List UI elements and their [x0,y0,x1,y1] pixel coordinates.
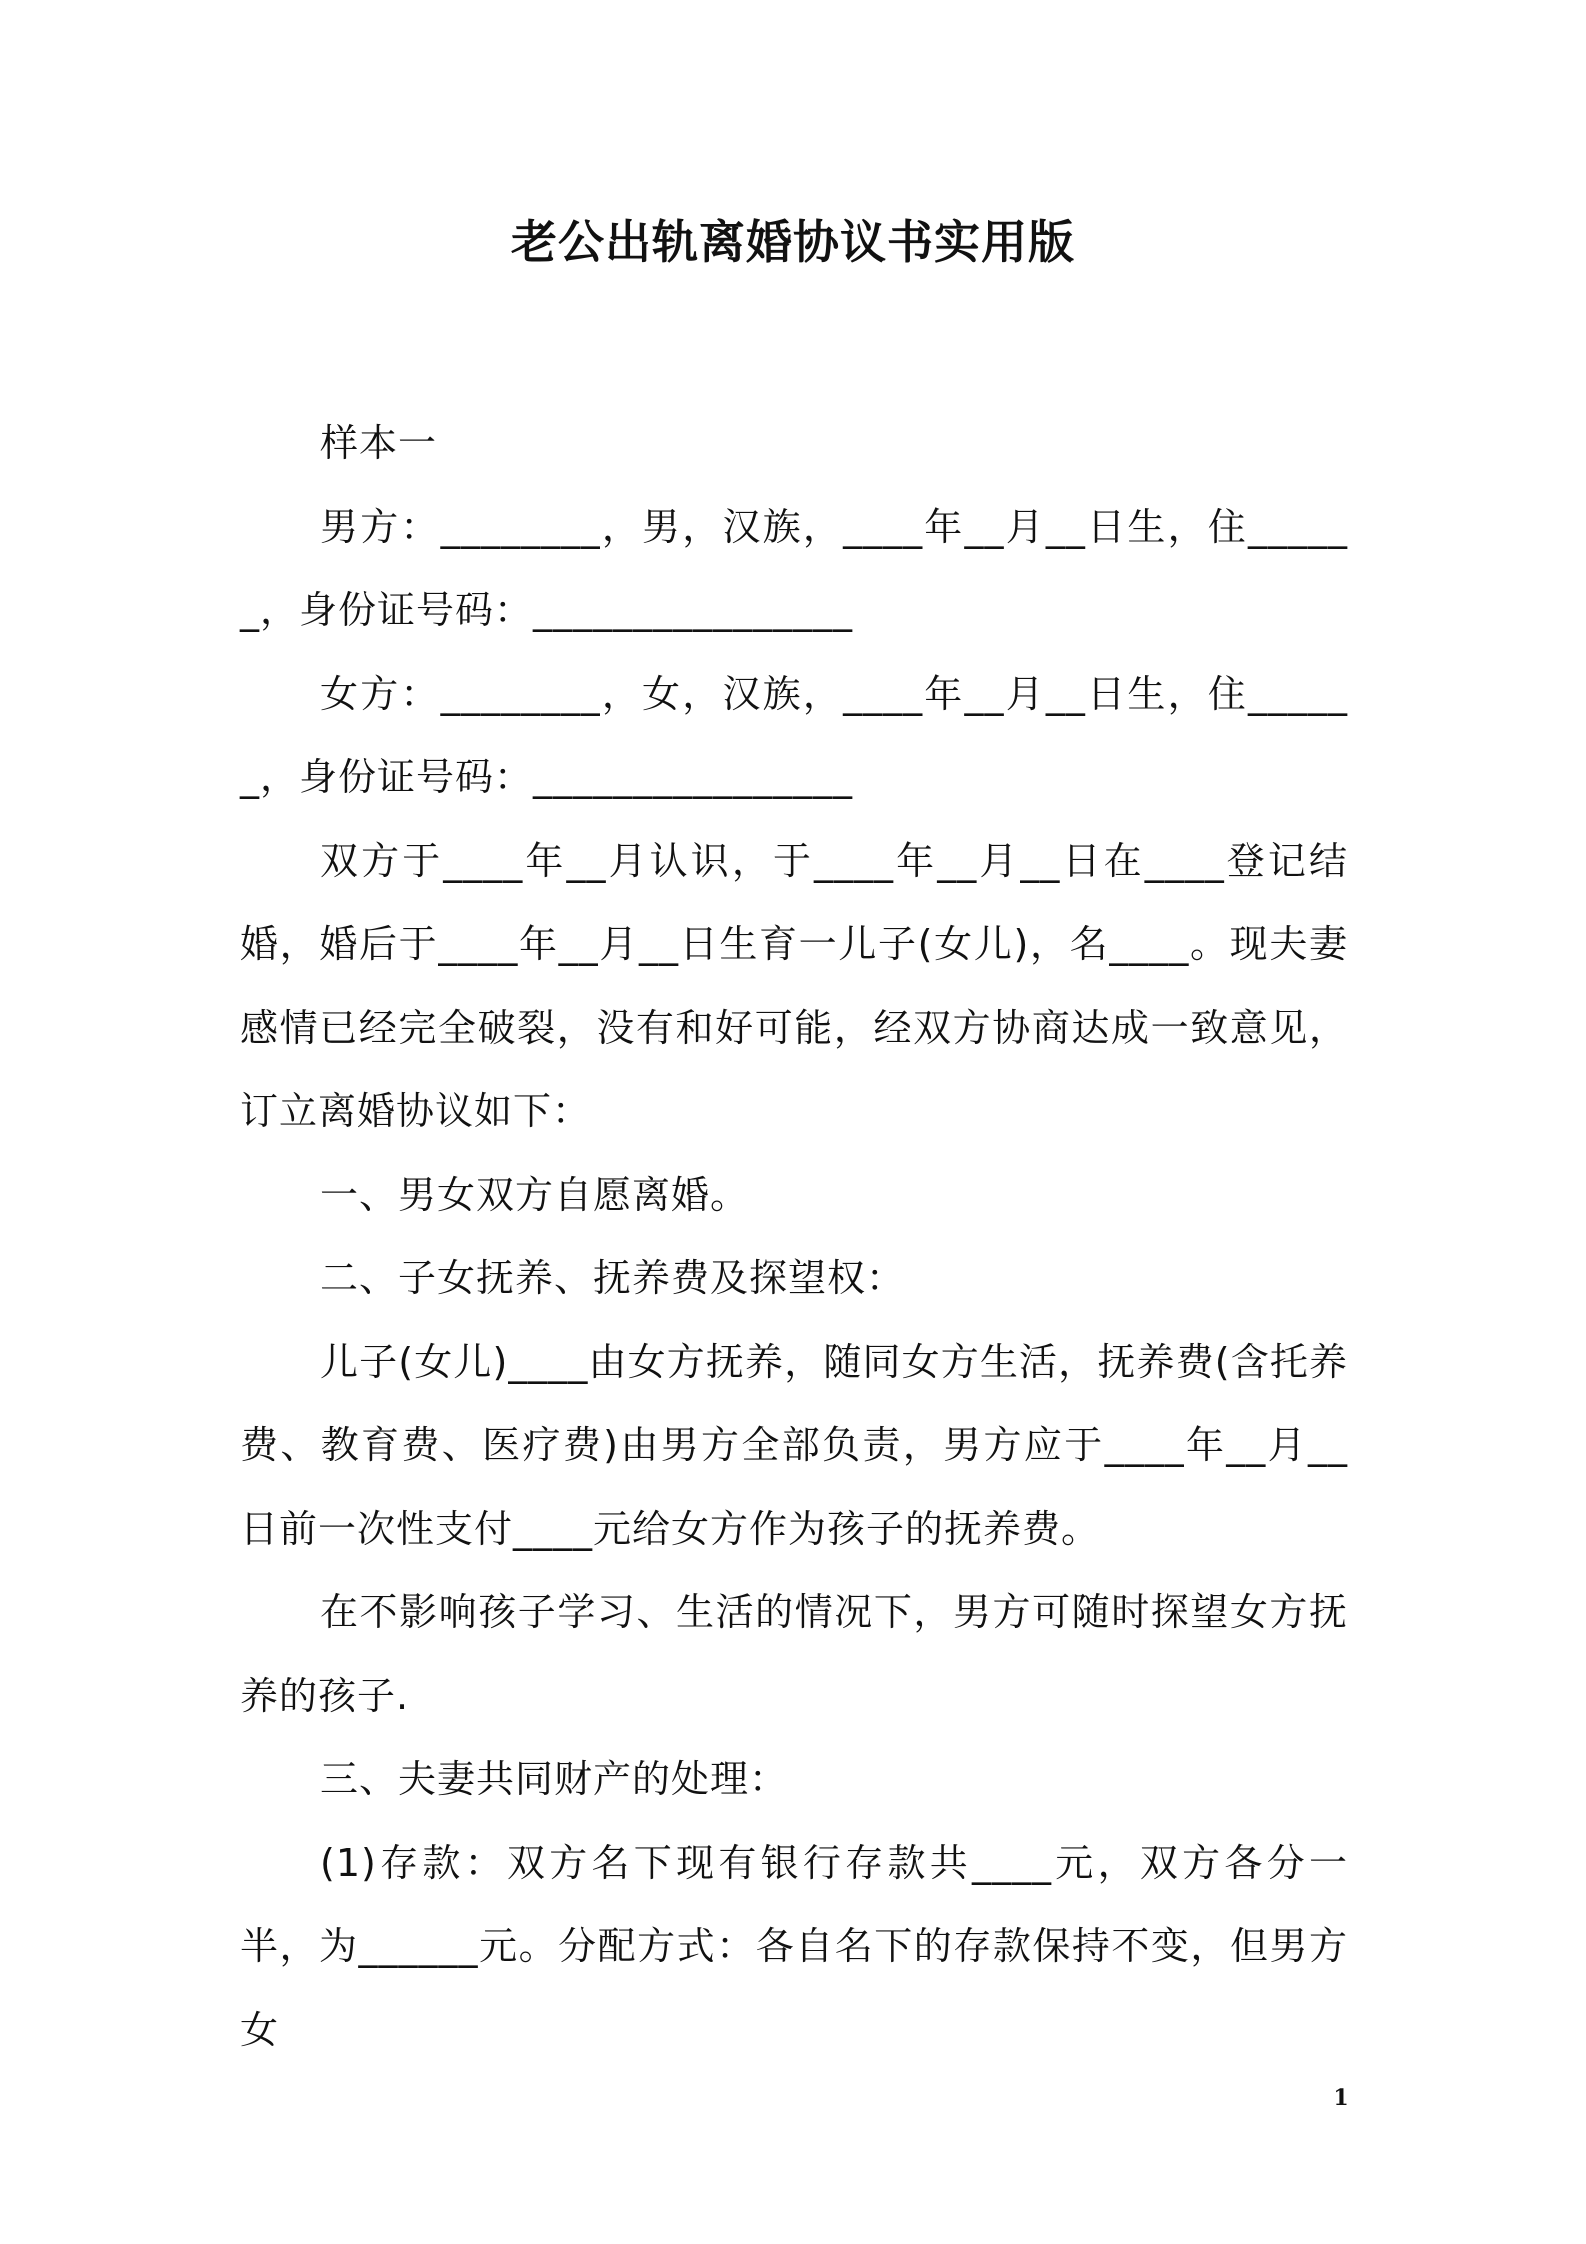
paragraph-clause-one: 一、男女双方自愿离婚。 [320,1172,750,1217]
page-number: 1 [1333,2085,1349,2111]
paragraph-male-party: 男方：________，男，汉族，____年__月__日生，住______，身份证号码：________________ [240,504,1348,632]
paragraph-clause-two-heading: 二、子女抚养、抚养费及探望权： [320,1256,906,1300]
paragraph-clause-three-heading: 三、夫妻共同财产的处理： [320,1757,789,1801]
paragraph-sample-label: 样本一 [320,421,438,465]
document-title: 老公出轨离婚协议书实用版 [511,215,1075,269]
paragraph-child-support: 儿子(女儿)____由女方抚养，随同女方生活，抚养费(含托养费、教育费、医疗费)由男方全部负责，男方应于____年__月__日前一次性支付____元给女方作为孩子的抚养费。 [240,1339,1348,1551]
paragraph-visitation: 在不影响孩子学习、生活的情况下，男方可随时探望女方抚养的孩子. [240,1590,1348,1718]
paragraph-female-party: 女方：________，女，汉族，____年__月__日生，住______，身份证号码：________________ [240,671,1348,799]
paragraph-savings: (1)存款：双方名下现有银行存款共____元，双方各分一半，为______元。分配方式：各自名下的存款保持不变，但男方女 [240,1840,1348,2052]
paragraph-marriage-background: 双方于____年__月认识，于____年__月__日在____登记结婚，婚后于____年__月__日生育一儿子(女儿)，名____。现夫妻感情已经完全破裂，没有和好可能，经双方协商达成一致意见，订立离婚协议如下： [240,838,1348,1133]
document-body [240,402,1348,2072]
